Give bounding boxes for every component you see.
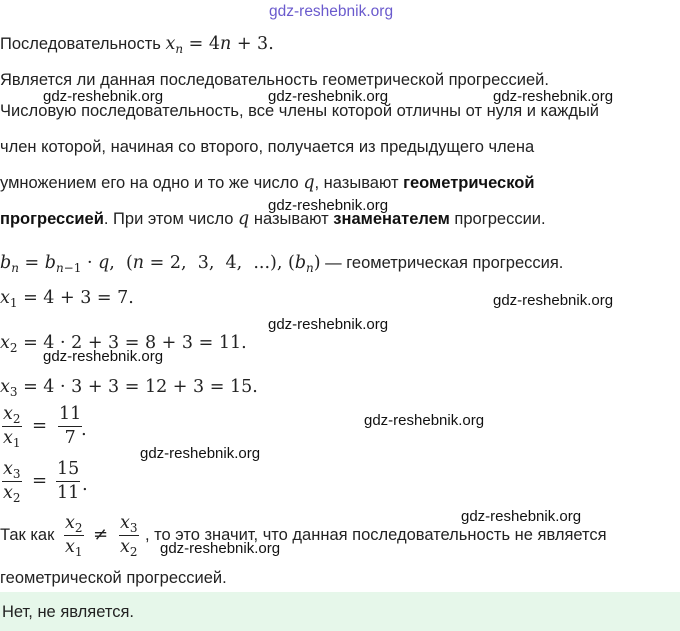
watermark: gdz-reshebnik.org — [43, 88, 164, 105]
calc-x1: $x_1 = 4 + 3 = 7$. — [0, 288, 134, 310]
watermark: gdz-reshebnik.org — [160, 540, 281, 557]
watermark: gdz-reshebnik.org — [364, 412, 485, 429]
formula-line — [0, 253, 563, 273]
fraction-15-over-11: 15 11 — [57, 459, 80, 503]
definition-line-1: Числовую последовательность, все члены которой отличны от нуля и каждый — [0, 102, 600, 120]
definition-text: умножением его на одно и то же число — [0, 174, 304, 192]
definition-text: . При этом число — [103, 210, 239, 228]
calc-x2: $x_2 = 4 \cdot 2 + 3 = 8 + 3 = 11$. — [0, 333, 247, 355]
intro-formula: $x_n = 4n + 3$. — [165, 34, 274, 56]
answer-text: Нет, не является. — [2, 603, 134, 621]
watermark: gdz-reshebnik.org — [140, 445, 261, 462]
equals-sign: = — [32, 470, 48, 491]
var-q: q — [303, 173, 315, 193]
term-geometric: геометрической — [403, 174, 535, 192]
calc-x3: $x_3 = 4 \cdot 3 + 3 = 12 + 3 = 15$. — [0, 377, 258, 399]
definition-text: , называют — [314, 174, 404, 192]
watermark: gdz-reshebnik.org — [461, 508, 582, 525]
intro-line — [0, 34, 274, 54]
definition-line-3 — [0, 173, 534, 193]
term-ratio: знаменателем — [333, 210, 450, 228]
period: . — [81, 419, 87, 440]
watermark: gdz-reshebnik.org — [493, 292, 614, 309]
term-progression: прогрессией — [0, 210, 104, 228]
fraction-x3-over-x2: $x_3$ $x_2$ — [120, 513, 138, 559]
watermark: gdz-reshebnik.org — [268, 197, 389, 214]
conclusion-line-2: геометрической прогрессией. — [0, 569, 227, 587]
definition-text: прогрессии. — [449, 210, 546, 228]
watermark: gdz-reshebnik.org — [493, 88, 614, 105]
definition-line-4 — [0, 209, 546, 229]
var-q: q — [238, 209, 250, 229]
period: . — [82, 474, 88, 495]
conclusion-pre: Так как — [0, 526, 55, 544]
equals-sign: = — [32, 415, 48, 436]
question-text: Является ли данная последовательность геометрической прогрессией. — [0, 71, 549, 89]
watermark: gdz-reshebnik.org — [268, 316, 389, 333]
watermark: gdz-reshebnik.org — [269, 3, 394, 20]
fraction-x2-over-x1: $x_2$ $x_1$ — [3, 404, 21, 450]
fraction-x3-over-x2: $x_3$ $x_2$ — [3, 459, 21, 505]
intro-label: Последовательность — [0, 35, 166, 53]
watermark: gdz-reshebnik.org — [43, 348, 164, 365]
definition-text: называют — [249, 210, 334, 228]
conclusion-post: , то это значит, что данная последовательность не является — [145, 526, 607, 544]
formula-math: $b_n = b_{n-1} \cdot q$, (n = 2, 3, 4, ...), $(b_n)$ — [0, 253, 321, 275]
fraction-x2-over-x1: $x_2$ $x_1$ — [65, 513, 83, 559]
formula-caption: — геометрическая прогрессия. — [320, 254, 564, 272]
not-equal-sign: ≠ — [93, 524, 109, 545]
watermark: gdz-reshebnik.org — [268, 88, 389, 105]
definition-line-2: член которой, начиная со второго, получается из предыдущего члена — [0, 138, 535, 156]
fraction-11-over-7: 11 7 — [59, 404, 82, 448]
